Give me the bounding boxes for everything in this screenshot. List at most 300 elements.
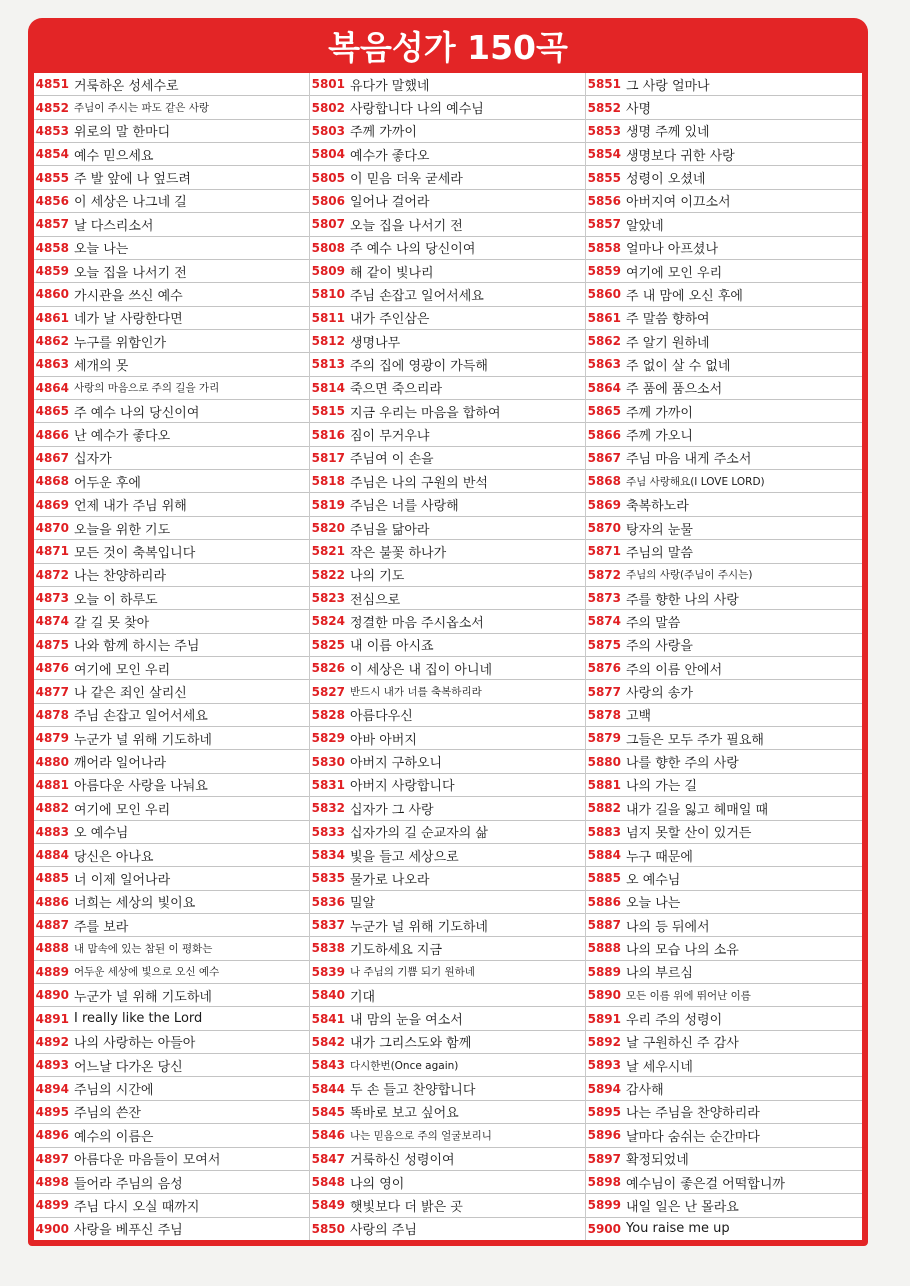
song-title: 주님의 시간에	[74, 1083, 154, 1099]
table-row	[310, 961, 585, 984]
song-number: 4858	[35, 240, 69, 255]
song-number: 4895	[35, 1104, 69, 1119]
song-title: 내일 일은 난 몰라요	[626, 1199, 739, 1215]
song-number: 5811	[311, 310, 345, 325]
table-row	[586, 1101, 862, 1124]
song-number: 5828	[311, 707, 345, 722]
table-row	[310, 143, 585, 166]
song-number: 5886	[587, 894, 621, 909]
table-row	[586, 1171, 862, 1194]
song-column-1	[34, 73, 310, 1240]
song-title: 여기에 모인 우리	[626, 265, 723, 281]
table-row	[34, 727, 309, 750]
song-number: 5878	[587, 707, 621, 722]
song-title: 작은 불꽃 하나가	[350, 545, 447, 561]
song-number: 5891	[587, 1011, 621, 1026]
song-number: 4889	[35, 964, 69, 979]
table-row	[34, 190, 309, 213]
song-number: 4900	[35, 1221, 69, 1236]
song-title: 나의 기도	[350, 569, 405, 585]
song-title: 아버지여 이끄소서	[626, 195, 731, 211]
table-row	[586, 984, 862, 1007]
song-title: 다시한번(Once again)	[350, 1059, 459, 1072]
table-row	[310, 610, 585, 633]
song-number: 5801	[311, 77, 345, 92]
song-title: 주를 보라	[74, 919, 129, 935]
song-title: 너희는 세상의 빛이요	[74, 896, 196, 912]
song-title: 고백	[626, 709, 652, 725]
song-title: 탕자의 눈물	[626, 522, 693, 538]
table-row	[310, 166, 585, 189]
title-bar	[28, 18, 868, 72]
song-title: 내 이름 아시죠	[350, 639, 434, 655]
table-row	[586, 353, 862, 376]
song-title: 내 맘의 눈을 여소서	[350, 1013, 463, 1029]
table-row	[586, 1077, 862, 1100]
song-number: 4854	[35, 147, 69, 162]
table-row	[34, 1171, 309, 1194]
table-row	[34, 821, 309, 844]
song-title: 햇빛보다 더 밝은 곳	[350, 1199, 463, 1215]
song-title: 주님 다시 오실 때까지	[74, 1199, 200, 1215]
song-title: 모든 이름 위에 뛰어난 이름	[626, 989, 751, 1002]
song-title: 이 세상은 내 집이 아니네	[350, 662, 493, 678]
song-number: 5862	[587, 334, 621, 349]
table-row	[310, 564, 585, 587]
song-title: 들어라 주님의 음성	[74, 1176, 183, 1192]
song-number: 5897	[587, 1151, 621, 1166]
song-title: 얼마나 아프셨나	[626, 242, 719, 258]
table-row	[310, 330, 585, 353]
table-row	[586, 680, 862, 703]
song-number: 4877	[35, 684, 69, 699]
song-number: 5834	[311, 848, 345, 863]
song-title: 주님은 나의 구원의 반석	[350, 475, 488, 491]
song-number: 5827	[311, 684, 345, 699]
table-row	[310, 283, 585, 306]
song-title: 주 없이 살 수 없네	[626, 358, 731, 374]
song-title: 주 발 앞에 나 엎드려	[74, 172, 191, 188]
song-number: 4880	[35, 754, 69, 769]
song-title: 여기에 모인 우리	[74, 662, 171, 678]
song-title: 아름다우신	[350, 709, 413, 725]
song-number: 4892	[35, 1034, 69, 1049]
song-number: 4897	[35, 1151, 69, 1166]
song-number: 5894	[587, 1081, 621, 1096]
song-number: 4882	[35, 801, 69, 816]
table-row	[310, 844, 585, 867]
song-number: 4861	[35, 310, 69, 325]
song-number: 5843	[311, 1058, 345, 1073]
table-row	[586, 307, 862, 330]
song-number: 4870	[35, 521, 69, 535]
song-title: 내가 길을 잃고 헤매일 때	[626, 802, 769, 818]
song-number: 5890	[587, 988, 621, 1003]
table-row	[34, 493, 309, 516]
song-title: 당신은 아나요	[74, 849, 154, 865]
table-row	[586, 750, 862, 773]
table-row	[586, 377, 862, 400]
table-row	[586, 891, 862, 914]
table-row	[310, 540, 585, 563]
table-row	[586, 540, 862, 563]
song-number: 5875	[587, 637, 621, 652]
song-title: 날 구원하신 주 감사	[626, 1036, 739, 1052]
song-title: 내 맘속에 있는 참된 이 평화는	[74, 942, 213, 955]
song-title: 주님의 쓴잔	[74, 1106, 141, 1122]
table-row	[586, 797, 862, 820]
song-number: 4884	[35, 848, 69, 863]
song-title: 예수 믿으세요	[74, 148, 154, 164]
song-number: 5900	[587, 1221, 621, 1236]
table-row	[34, 260, 309, 283]
table-row	[586, 1218, 862, 1240]
song-title: 사명	[626, 102, 652, 118]
table-row	[34, 377, 309, 400]
song-title: 사랑의 주님	[350, 1223, 417, 1239]
song-number: 5821	[311, 544, 345, 559]
song-number: 4851	[35, 77, 69, 92]
song-title: 사랑합니다 나의 예수님	[350, 102, 484, 118]
song-number: 5880	[587, 754, 621, 769]
song-title: 갈 길 못 찾아	[74, 615, 150, 631]
table-row	[586, 867, 862, 890]
song-number: 5889	[587, 964, 621, 979]
song-title: 아버지 사랑합니다	[350, 779, 455, 795]
song-title: 나 주님의 기쁨 되기 원하네	[350, 966, 475, 979]
table-row	[586, 73, 862, 96]
table-row	[586, 1007, 862, 1030]
song-title: 예수의 이름은	[74, 1129, 154, 1145]
table-row	[310, 797, 585, 820]
song-number: 5893	[587, 1058, 621, 1073]
song-title: 네가 날 사랑한다면	[74, 312, 183, 328]
song-title: 나는 찬양하리라	[74, 569, 167, 585]
song-number: 4887	[35, 918, 69, 933]
table-row	[310, 821, 585, 844]
song-title: 오 예수님	[626, 872, 681, 888]
song-title: 나의 영이	[350, 1176, 405, 1192]
song-title: 똑바로 보고 싶어요	[350, 1106, 459, 1122]
table-row	[34, 1077, 309, 1100]
table-row	[310, 190, 585, 213]
song-title: 나의 부르심	[626, 966, 693, 982]
song-number: 4875	[35, 637, 69, 652]
song-title: 해 같이 빛나리	[350, 265, 434, 281]
song-number: 4859	[35, 264, 69, 279]
song-number: 4878	[35, 707, 69, 722]
song-title: 날 다스리소서	[74, 218, 154, 234]
song-title: 오늘을 위한 기도	[74, 522, 171, 538]
table-row	[34, 283, 309, 306]
song-number: 5852	[587, 100, 621, 115]
song-title: 오늘 나는	[74, 242, 129, 258]
song-title: 십자가의 길 순교자의 삶	[350, 826, 488, 842]
song-title: 어두운 세상에 빛으로 오신 예수	[74, 966, 220, 979]
song-number: 5837	[311, 918, 345, 933]
song-number: 5826	[311, 661, 345, 676]
song-title: 반드시 내가 너를 축복하리라	[350, 686, 482, 699]
song-number: 5822	[311, 567, 345, 582]
table-row	[586, 96, 862, 119]
song-title: 주님 손잡고 일어서세요	[350, 288, 484, 304]
song-number: 5816	[311, 427, 345, 442]
table-row	[310, 447, 585, 470]
table-row	[586, 844, 862, 867]
song-title: 빛을 들고 세상으로	[350, 849, 459, 865]
table-row	[34, 704, 309, 727]
song-title: 누군가 널 위해 기도하네	[74, 989, 212, 1005]
song-number: 4868	[35, 474, 69, 489]
song-number: 5812	[311, 334, 345, 349]
song-number: 5872	[587, 567, 621, 582]
song-title: 두 손 들고 찬양합니다	[350, 1083, 476, 1099]
song-number: 5899	[587, 1198, 621, 1213]
table-row	[310, 353, 585, 376]
song-number: 4872	[35, 567, 69, 582]
song-table	[34, 73, 862, 1240]
table-row	[34, 1031, 309, 1054]
song-title: 전심으로	[350, 592, 401, 608]
table-row	[310, 937, 585, 960]
song-title: 주의 이름 안에서	[626, 662, 723, 678]
song-number: 5854	[587, 147, 621, 162]
table-row	[34, 750, 309, 773]
song-title: 주님여 이 손을	[350, 452, 434, 468]
table-row	[34, 610, 309, 633]
song-title: 정결한 마음 주시옵소서	[350, 615, 484, 631]
table-row	[310, 1054, 585, 1077]
table-row	[586, 260, 862, 283]
table-row	[310, 587, 585, 610]
song-title: 누구를 위함인가	[74, 335, 167, 351]
song-number: 4898	[35, 1175, 69, 1190]
table-row	[34, 1218, 309, 1240]
song-number: 4885	[35, 871, 69, 886]
table-row	[586, 704, 862, 727]
table-row	[34, 774, 309, 797]
song-number: 4856	[35, 193, 69, 208]
song-title: 그 사랑 얼마나	[626, 78, 710, 94]
song-title: 언제 내가 주님 위해	[74, 499, 187, 515]
song-number: 5885	[587, 871, 621, 886]
table-row	[310, 1031, 585, 1054]
table-row	[586, 727, 862, 750]
table-row	[586, 937, 862, 960]
song-title: 알았네	[626, 218, 664, 234]
song-number: 5857	[587, 217, 621, 232]
song-number: 5864	[587, 380, 621, 395]
song-title: 주님 마음 내게 주소서	[626, 452, 752, 468]
song-number: 5817	[311, 450, 345, 465]
song-number: 4893	[35, 1058, 69, 1073]
table-row	[34, 540, 309, 563]
table-row	[34, 891, 309, 914]
song-number: 5898	[587, 1175, 621, 1190]
song-title: 나는 주님을 찬양하리라	[626, 1106, 760, 1122]
song-title: 그들은 모두 주가 필요해	[626, 732, 764, 748]
song-number: 5892	[587, 1034, 621, 1049]
song-number: 4873	[35, 591, 69, 606]
song-number: 5896	[587, 1128, 621, 1143]
table-row	[586, 914, 862, 937]
song-number: 5824	[311, 614, 345, 629]
song-title: 위로의 말 한마디	[74, 125, 171, 141]
table-row	[586, 564, 862, 587]
song-title: 우리 주의 성령이	[626, 1013, 723, 1029]
song-number: 5842	[311, 1034, 345, 1049]
table-row	[34, 213, 309, 236]
table-row	[310, 984, 585, 1007]
table-row	[34, 984, 309, 1007]
song-number: 4891	[35, 1011, 69, 1026]
table-row	[34, 564, 309, 587]
song-title: 주의 말씀	[626, 615, 681, 631]
song-title: 성령이 오셨네	[626, 172, 706, 188]
song-title: 주 말씀 향하여	[626, 312, 710, 328]
song-title: 누군가 널 위해 기도하네	[350, 919, 488, 935]
song-number: 5830	[311, 754, 345, 769]
table-row	[586, 587, 862, 610]
song-title: 날 세우시네	[626, 1059, 693, 1075]
song-title: I really like the Lord	[74, 1011, 203, 1027]
song-number: 5874	[587, 614, 621, 629]
song-number: 5846	[311, 1128, 345, 1143]
table-row	[310, 213, 585, 236]
table-row	[310, 727, 585, 750]
page-title: 복음성가 150곡	[328, 27, 568, 67]
song-title: 기대	[350, 989, 376, 1005]
song-title: 사랑의 마음으로 주의 길을 가리	[74, 382, 220, 395]
table-row	[34, 587, 309, 610]
song-number: 5848	[311, 1175, 345, 1190]
song-title: 생명나무	[350, 335, 401, 351]
song-number: 5895	[587, 1104, 621, 1119]
song-title: 주께 가오니	[626, 429, 693, 445]
song-title: 예수님이 좋은걸 어떡합니까	[626, 1176, 785, 1192]
table-row	[310, 914, 585, 937]
table-row	[586, 237, 862, 260]
table-row	[586, 610, 862, 633]
table-row	[34, 937, 309, 960]
song-number: 4881	[35, 777, 69, 792]
table-row	[34, 73, 309, 96]
song-title: 너 이제 일어나라	[74, 872, 171, 888]
song-column-3	[586, 73, 862, 1240]
table-row	[34, 470, 309, 493]
song-title: 모든 것이 축복입니다	[74, 545, 196, 561]
song-title: 주님은 너를 사랑해	[350, 499, 459, 515]
song-title: 주께 가까이	[626, 405, 693, 421]
table-row	[310, 704, 585, 727]
song-number: 5849	[311, 1198, 345, 1213]
song-number: 5850	[311, 1221, 345, 1236]
table-row	[586, 120, 862, 143]
table-row	[34, 961, 309, 984]
table-row	[34, 844, 309, 867]
song-number: 4871	[35, 544, 69, 559]
song-title: 아름다운 마음들이 모여서	[74, 1153, 221, 1169]
table-row	[34, 447, 309, 470]
table-row	[310, 400, 585, 423]
song-number: 5839	[311, 964, 345, 979]
table-row	[310, 307, 585, 330]
song-title: 주 예수 나의 당신이여	[350, 242, 476, 258]
table-row	[34, 120, 309, 143]
song-title: 주님을 닮아라	[350, 522, 430, 538]
table-row	[34, 1101, 309, 1124]
song-number: 5803	[311, 123, 345, 138]
song-title: 밀알	[350, 896, 376, 912]
song-number: 4862	[35, 334, 69, 349]
song-number: 5805	[311, 170, 345, 185]
song-number: 4866	[35, 427, 69, 442]
song-title: 오늘 나는	[626, 896, 681, 912]
table-row	[34, 1124, 309, 1147]
song-title: 주님 사랑해요(I LOVE LORD)	[626, 475, 765, 488]
song-number: 4894	[35, 1081, 69, 1096]
song-title: 나 같은 죄인 살리신	[74, 686, 187, 702]
table-row	[310, 120, 585, 143]
song-title: 내가 주인삼은	[350, 312, 430, 328]
song-title: You raise me up	[626, 1221, 730, 1237]
song-number: 5802	[311, 100, 345, 115]
song-number: 4852	[35, 100, 69, 115]
song-number: 4886	[35, 894, 69, 909]
table-row	[586, 166, 862, 189]
table-row	[586, 213, 862, 236]
song-title: 생명보다 귀한 사랑	[626, 148, 735, 164]
table-row	[34, 1007, 309, 1030]
table-row	[310, 750, 585, 773]
song-number: 4888	[35, 941, 69, 956]
table-row	[310, 237, 585, 260]
song-title: 물가로 나오라	[350, 872, 430, 888]
song-number: 5815	[311, 404, 345, 419]
song-number: 4883	[35, 824, 69, 839]
song-title: 주께 가까이	[350, 125, 417, 141]
song-number: 5869	[587, 497, 621, 512]
song-title: 누구 때문에	[626, 849, 693, 865]
table-row	[310, 423, 585, 446]
table-row	[34, 1148, 309, 1171]
song-title: 세개의 못	[74, 358, 129, 374]
song-number: 5838	[311, 941, 345, 956]
song-number: 5836	[311, 894, 345, 909]
song-number: 5804	[311, 147, 345, 162]
song-title: 지금 우리는 마음을 합하여	[350, 405, 501, 421]
song-number: 5882	[587, 801, 621, 816]
table-row	[34, 867, 309, 890]
song-title: 가시관을 쓰신 예수	[74, 288, 183, 304]
song-number: 4857	[35, 217, 69, 232]
song-number: 5879	[587, 731, 621, 746]
table-row	[34, 166, 309, 189]
table-row	[586, 447, 862, 470]
song-title: 나의 가는 길	[626, 779, 698, 795]
song-title: 죽으면 죽으리라	[350, 382, 443, 398]
song-title: 넘지 못할 산이 있거든	[626, 826, 752, 842]
table-row	[34, 143, 309, 166]
song-title: 이 세상은 나그네 길	[74, 195, 187, 211]
table-row	[310, 891, 585, 914]
song-number: 5833	[311, 824, 345, 839]
song-title: 확정되었네	[626, 1153, 689, 1169]
song-title: 여기에 모인 우리	[74, 802, 171, 818]
table-row	[310, 73, 585, 96]
song-number: 5865	[587, 404, 621, 419]
table-row	[310, 1171, 585, 1194]
